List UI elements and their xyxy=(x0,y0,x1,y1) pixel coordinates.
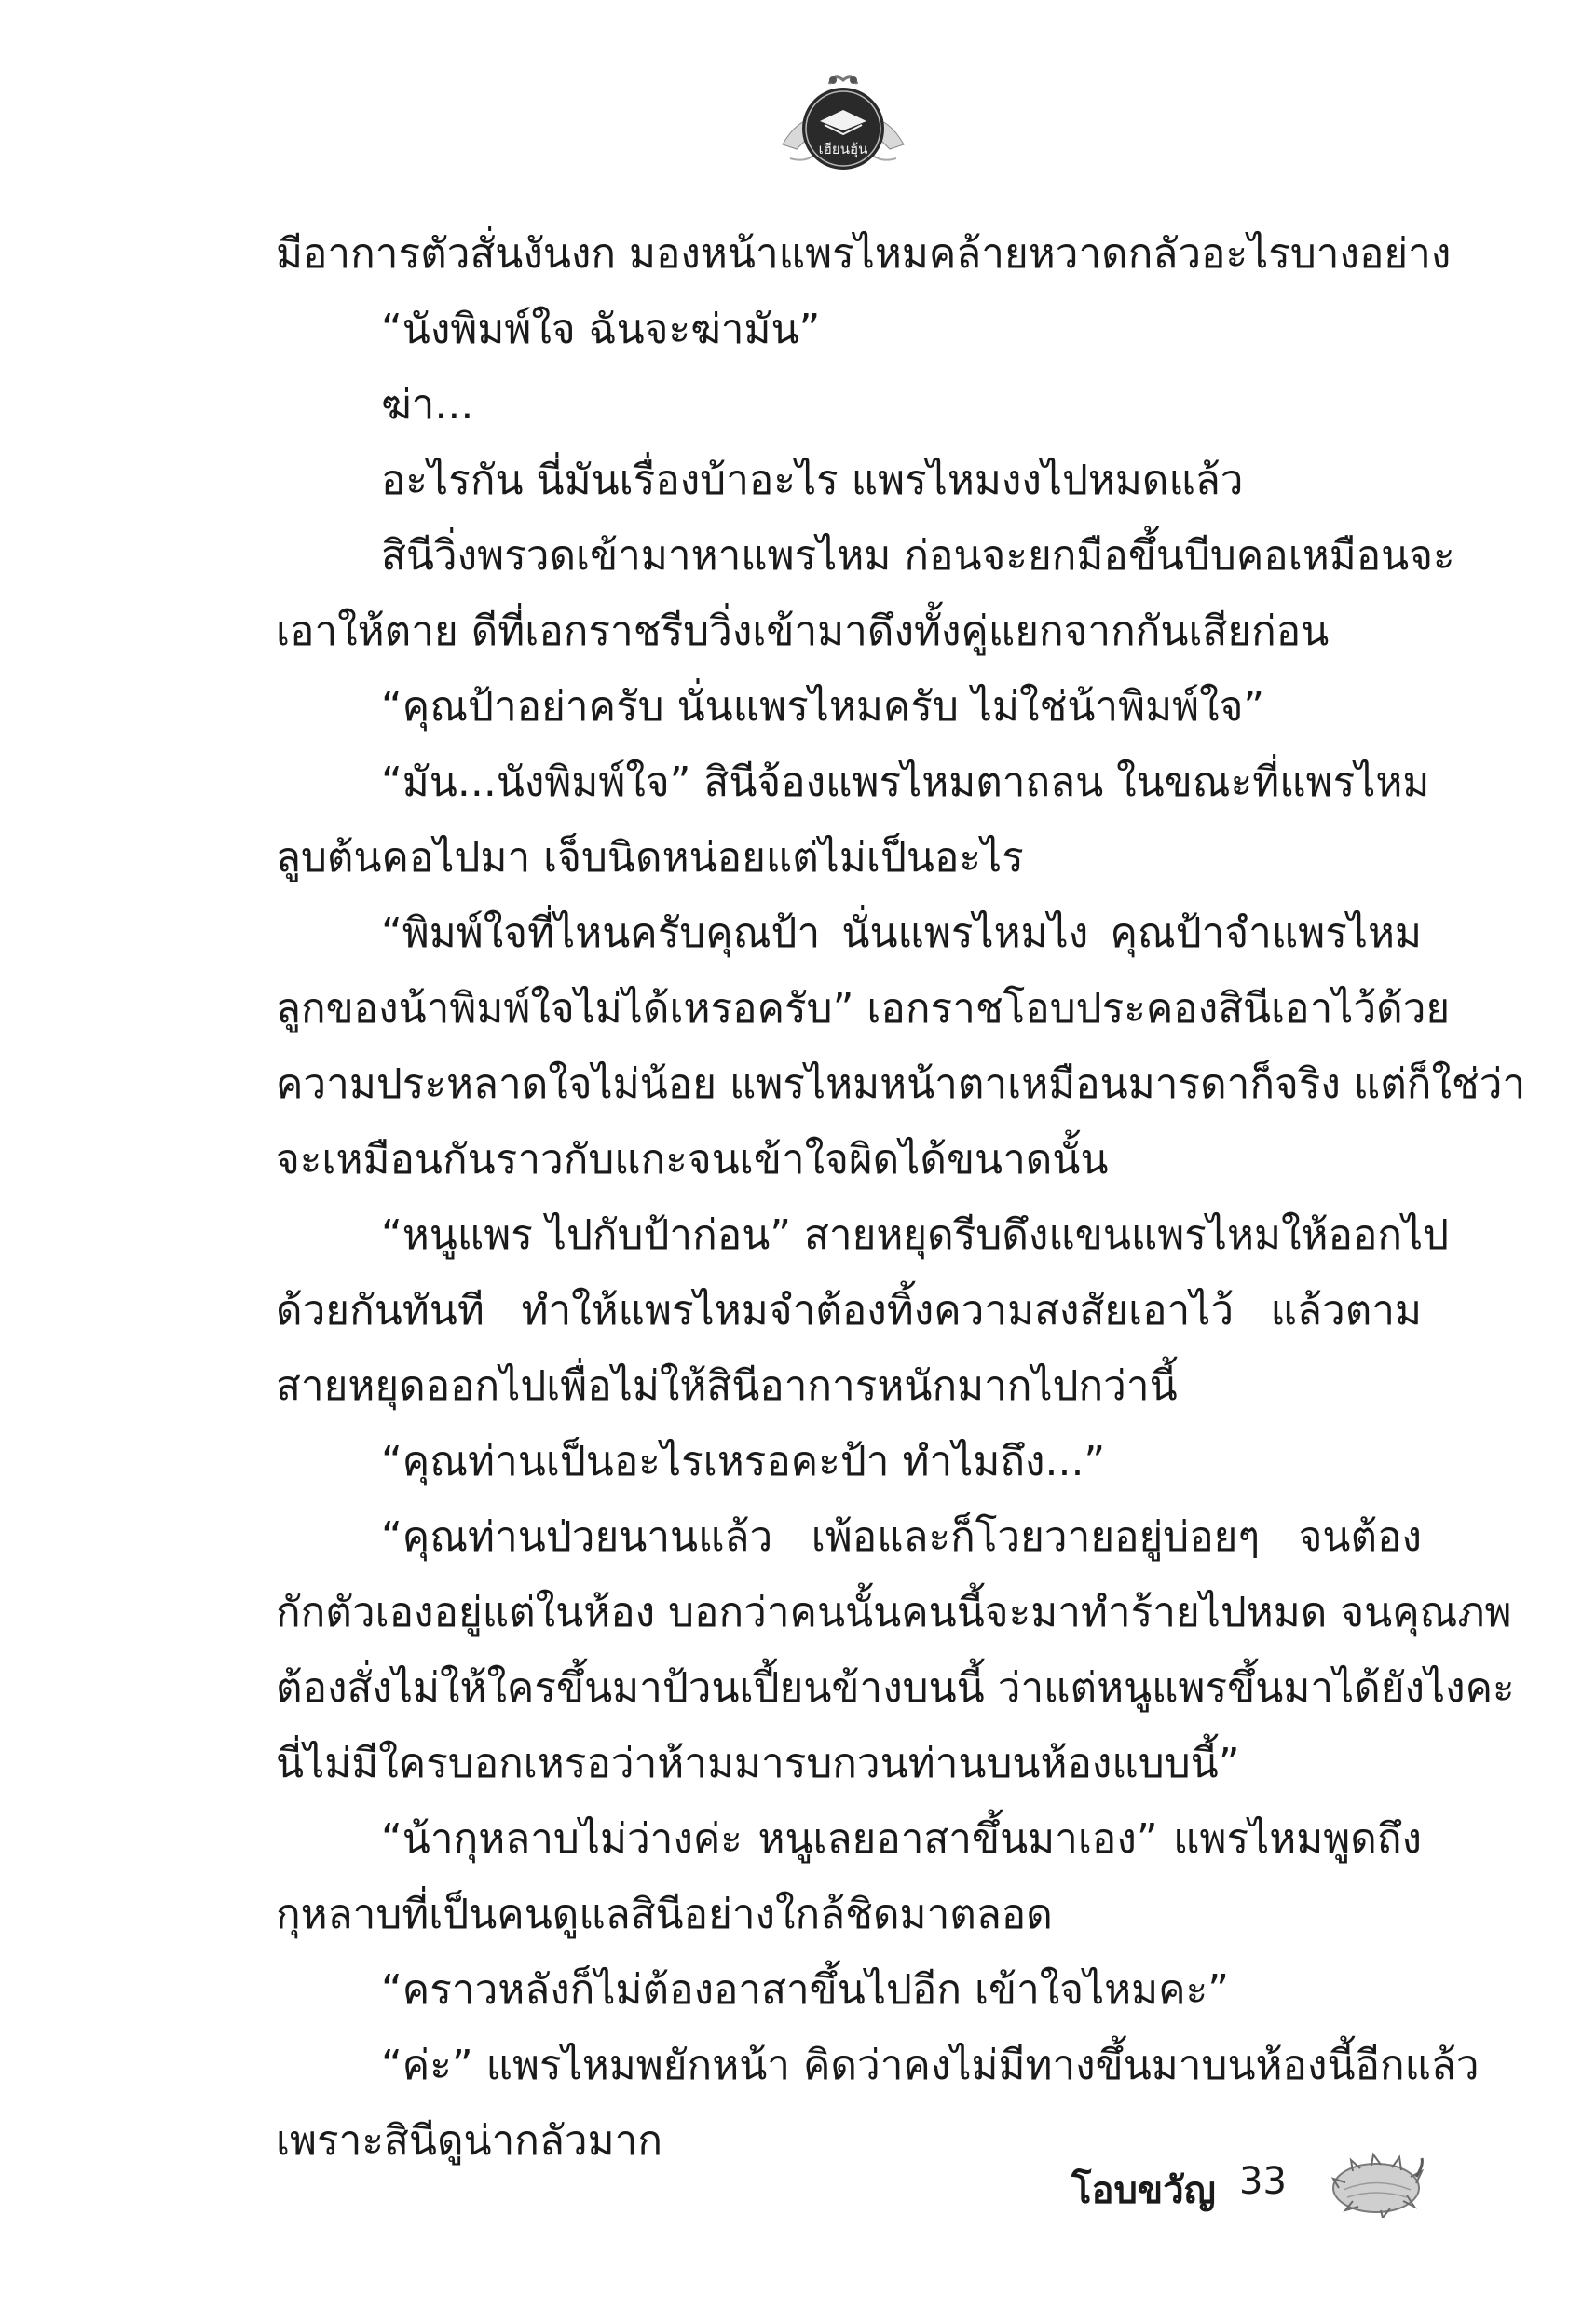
text-line: สินีวิ่งพรวดเข้ามาหาแพรไหม ก่อนจะยกมือขึ้นบีบคอเหมือนจะ xyxy=(381,532,1455,580)
text-line: เพราะสินีดูน่ากลัวมาก xyxy=(276,2117,662,2165)
page-footer xyxy=(1071,2143,1444,2227)
text-line: “ค่ะ” แพรไหมพยักหน้า คิดว่าคงไม่มีทางขึ้นมาบนห้องนี้อีกแล้ว xyxy=(381,2042,1480,2089)
text-line: “น้ากุหลาบไม่ว่างค่ะ หนูเลยอาสาขึ้นมาเอง” แพรไหมพูดถึง xyxy=(381,1815,1422,1863)
text-line: สายหยุดออกไปเพื่อไม่ให้สินีอาการหนักมากไปกว่านี้ xyxy=(276,1362,1178,1410)
text-line: ฆ่า... xyxy=(381,381,474,429)
header-logo xyxy=(773,56,913,196)
text-line: มีอาการตัวสั่นงันงก มองหน้าแพรไหมคล้ายหวาดกลัวอะไรบางอย่าง xyxy=(276,230,1452,278)
text-line: ลูกของน้าพิมพ์ใจไม่ได้เหรอครับ” เอกราชโอบประคองสินีเอาไว้ด้วย xyxy=(276,985,1451,1032)
text-line: “คุณท่านเป็นอะไรเหรอคะป้า ทำไมถึง...” xyxy=(381,1438,1106,1485)
text-line: “คุณท่านป่วยนานแล้ว เพ้อและก็โวยวายอยู่บ่อยๆ จนต้อง xyxy=(381,1513,1422,1561)
book-title: โอบขวัญ xyxy=(1071,2169,1216,2212)
text-line: “หนูแพร ไปกับป้าก่อน” สายหยุดรีบดึงแขนแพรไหมให้ออกไป xyxy=(381,1211,1450,1259)
text-line: ด้วยกันทันที ทำให้แพรไหมจำต้องทิ้งความสงสัยเอาไว้ แล้วตาม xyxy=(276,1287,1422,1334)
text-line: ต้องสั่งไม่ให้ใครขึ้นมาป้วนเปี้ยนข้างบนนี้ ว่าแต่หนูแพรขึ้นมาได้ยังไงคะ xyxy=(276,1664,1515,1712)
text-line: ความประหลาดใจไม่น้อย แพรไหมหน้าตาเหมือนมารดาก็จริง แต่ก็ใช่ว่า xyxy=(276,1060,1526,1108)
book-emblem-icon xyxy=(773,56,913,196)
page-number: 33 xyxy=(1239,2160,1287,2203)
text-line: “นังพิมพ์ใจ ฉันจะฆ่ามัน” xyxy=(381,306,821,353)
text-line: “มัน...นังพิมพ์ใจ” สินีจ้องแพรไหมตาถลน ในขณะที่แพรไหม xyxy=(381,759,1430,806)
text-line: กุหลาบที่เป็นคนดูแลสินีอย่างใกล้ชิดมาตลอด xyxy=(276,1891,1053,1938)
text-line: “คุณป้าอย่าครับ นั่นแพรไหมครับ ไม่ใช่น้าพิมพ์ใจ” xyxy=(381,683,1265,731)
text-line: นี่ไม่มีใครบอกเหรอว่าห้ามมารบกวนท่านบนห้องแบบนี้” xyxy=(276,1740,1240,1787)
text-line: “คราวหลังก็ไม่ต้องอาสาขึ้นไปอีก เข้าใจไหมคะ” xyxy=(381,1966,1230,2014)
logo-text: เฮียนฮุ้น xyxy=(818,141,868,157)
text-line: “พิมพ์ใจที่ไหนครับคุณป้า นั่นแพรไหมไง คุณป้าจำแพรไหม xyxy=(381,909,1422,957)
text-line: อะไรกัน นี่มันเรื่องบ้าอะไร แพรไหมงงไปหมดแล้ว xyxy=(381,457,1244,504)
durian-icon xyxy=(1325,2143,1427,2218)
text-line: จะเหมือนกันราวกับแกะจนเข้าใจผิดได้ขนาดนั้น xyxy=(276,1136,1109,1183)
text-line: เอาให้ตาย ดีที่เอกราชรีบวิ่งเข้ามาดึงทั้งคู่แยกจากกันเสียก่อน xyxy=(276,608,1330,655)
text-line: กักตัวเองอยู่แต่ในห้อง บอกว่าคนนั้นคนนี้จะมาทำร้ายไปหมด จนคุณภพ xyxy=(276,1589,1512,1636)
text-line: ลูบต้นคอไปมา เจ็บนิดหน่อยแต่ไม่เป็นอะไร xyxy=(276,834,1024,882)
body-text xyxy=(276,216,1526,2179)
